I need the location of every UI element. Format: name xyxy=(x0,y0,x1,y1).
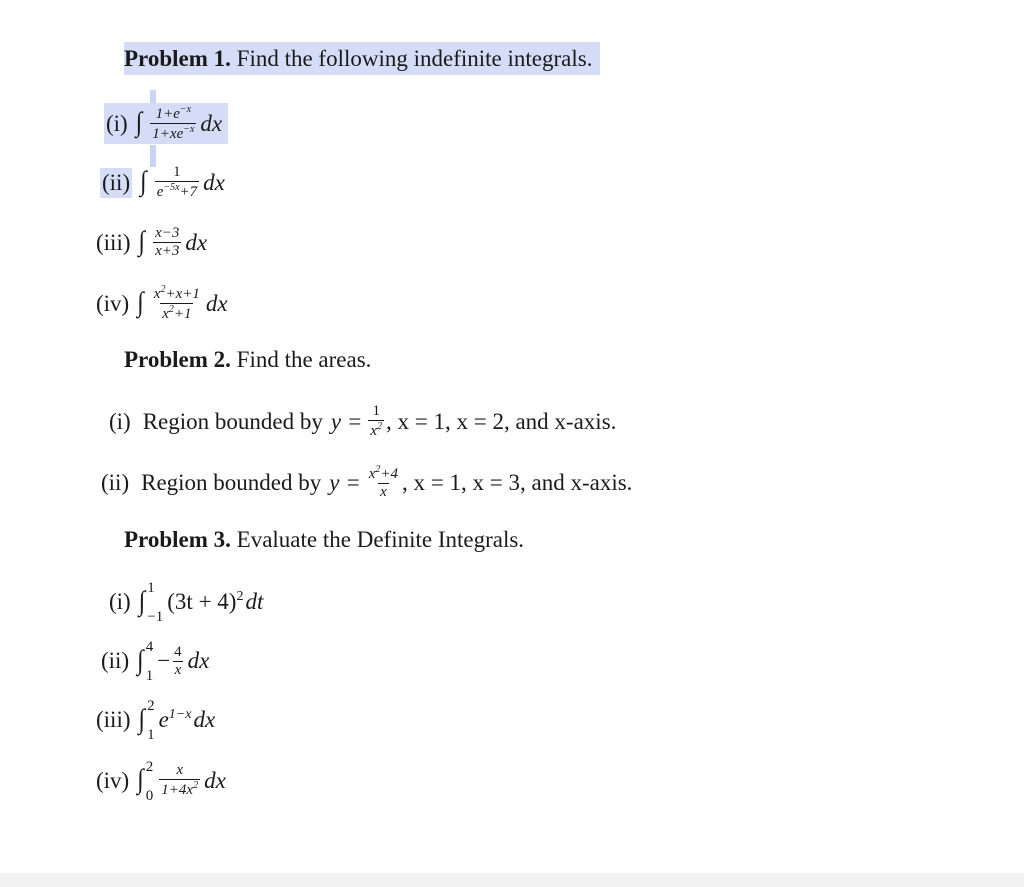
integral-limits xyxy=(147,580,164,625)
p3-item-i xyxy=(109,580,264,625)
problem-2-title-text: Find the areas. xyxy=(236,347,372,372)
bottom-strip xyxy=(0,873,1024,887)
integral-sign: ∫ xyxy=(137,645,144,676)
upper-limit: 1 xyxy=(147,580,155,596)
integral-sign: ∫ xyxy=(138,586,146,617)
p1-item-i xyxy=(104,103,228,144)
p3-item-ii xyxy=(101,639,210,684)
numerator: x xyxy=(368,466,376,482)
differential: dx xyxy=(200,110,223,136)
upper-limit: 2 xyxy=(147,698,155,714)
p1-item-iii-fraction xyxy=(153,226,181,259)
denominator-exponent: 2 xyxy=(193,780,199,791)
numerator: 1 xyxy=(372,403,380,419)
differential: dx xyxy=(203,169,225,195)
p2-item-ii-y: y = xyxy=(329,469,361,495)
p1-item-ii-label: (ii) xyxy=(100,168,132,198)
p2-item-i-label: (i) xyxy=(109,408,131,434)
numerator: 1+e xyxy=(155,106,180,122)
p2-item-i-y: y = xyxy=(330,408,363,434)
denominator-exponent: −5x xyxy=(163,182,180,193)
minus-sign: − xyxy=(157,648,171,673)
problem-1-selection xyxy=(124,42,600,75)
p2-item-ii-label: (ii) xyxy=(101,469,130,495)
denominator: x xyxy=(370,423,378,439)
denominator-tail: +1 xyxy=(173,306,192,322)
integrand xyxy=(167,589,243,615)
p2-item-ii-post: , x = 1, x = 3, and x-axis. xyxy=(402,469,633,495)
p3-item-iv-label: (iv) xyxy=(96,767,130,793)
p3-item-ii-label: (ii) xyxy=(101,648,130,673)
problem-2-title-bold: Problem 2. xyxy=(124,347,231,372)
p3-item-ii-fraction xyxy=(172,645,184,678)
integral-sign: ∫ xyxy=(137,764,144,795)
denominator-exponent: 2 xyxy=(377,421,383,432)
numerator-exponent: 2 xyxy=(375,464,381,475)
integrand-exponent: 2 xyxy=(236,589,244,604)
problem-3-heading xyxy=(124,527,524,553)
numerator: 1 xyxy=(173,164,181,180)
p2-item-i-pre: Region bounded by xyxy=(142,408,323,434)
p2-item-ii-pre: Region bounded by xyxy=(141,469,322,495)
p2-item-ii xyxy=(101,465,632,500)
denominator-tail: +7 xyxy=(179,184,198,200)
p2-item-i-post: , x = 1, x = 2, and x-axis. xyxy=(386,408,617,434)
p1-item-i-fraction xyxy=(150,105,196,142)
denominator: x xyxy=(174,661,182,678)
integral-sign: ∫ xyxy=(138,226,146,257)
integrand-base: (3t + 4) xyxy=(167,589,237,614)
differential: dx xyxy=(204,767,226,793)
p2-item-i xyxy=(109,404,616,439)
upper-limit: 2 xyxy=(145,758,154,775)
denominator: x xyxy=(380,484,387,500)
lower-limit: 0 xyxy=(145,787,154,804)
p1-item-i-label: (i) xyxy=(106,110,128,136)
numerator: x−3 xyxy=(155,225,180,241)
numerator-tail: +x+1 xyxy=(165,286,200,302)
selection-marker-bottom xyxy=(150,145,156,167)
problem-2-heading xyxy=(124,347,371,373)
problem-3-title-bold: Problem 3. xyxy=(124,527,231,552)
integrand xyxy=(159,707,192,733)
p1-item-ii-fraction xyxy=(155,165,199,200)
p3-item-iv xyxy=(96,758,226,804)
differential: dx xyxy=(187,648,210,673)
differential: dx xyxy=(205,290,228,316)
integral-limits xyxy=(145,758,154,804)
integrand-exponent: 1−x xyxy=(168,707,192,722)
denominator: e xyxy=(156,184,164,200)
p3-item-iii-label: (iii) xyxy=(96,707,131,732)
lower-limit: 1 xyxy=(145,668,154,684)
numerator-exponent: 2 xyxy=(160,284,166,295)
p3-item-iv-fraction xyxy=(159,763,200,798)
p3-item-iii xyxy=(96,698,216,743)
p3-item-i-label: (i) xyxy=(109,589,131,614)
p1-item-iv-label: (iv) xyxy=(96,290,130,316)
problem-1-title-text: Find the following indefinite integrals. xyxy=(236,46,593,71)
numerator: x xyxy=(176,762,184,778)
integral-sign: ∫ xyxy=(140,166,147,197)
integral-limits xyxy=(147,698,155,743)
integral-limits xyxy=(145,639,154,684)
denominator-exponent: 2 xyxy=(168,304,174,315)
integral-sign: ∫ xyxy=(137,287,144,318)
numerator-exponent: −x xyxy=(179,104,192,115)
integrand-base: e xyxy=(158,707,169,732)
differential: dx xyxy=(193,707,216,732)
denominator: x xyxy=(162,306,169,322)
p1-item-iii xyxy=(96,226,207,259)
numerator-tail: +4 xyxy=(380,466,399,482)
differential: dx xyxy=(185,229,208,255)
p1-item-iv-fraction xyxy=(152,285,202,322)
denominator: 1+4x xyxy=(161,782,194,798)
problem-1-title-bold: Problem 1. xyxy=(124,46,231,71)
p1-item-iv xyxy=(96,285,228,322)
numerator: x xyxy=(153,286,161,302)
lower-limit: 1 xyxy=(147,727,155,743)
integral-sign: ∫ xyxy=(135,107,143,138)
integral-sign: ∫ xyxy=(138,704,146,735)
p1-item-ii xyxy=(100,165,225,200)
denominator: 1+xe xyxy=(152,126,184,142)
problem-1-heading xyxy=(124,46,600,72)
numerator: 4 xyxy=(174,643,182,660)
differential: dt xyxy=(245,589,264,614)
denominator-exponent: −x xyxy=(183,124,195,135)
lower-limit: −1 xyxy=(147,609,164,625)
upper-limit: 4 xyxy=(145,639,154,655)
p2-item-ii-fraction xyxy=(367,465,400,500)
problem-3-title-text: Evaluate the Definite Integrals. xyxy=(236,527,525,552)
p1-item-iii-label: (iii) xyxy=(96,229,131,255)
p1-item-i-selection xyxy=(104,103,228,144)
denominator: x+3 xyxy=(155,243,180,259)
p2-item-i-fraction xyxy=(368,404,384,439)
